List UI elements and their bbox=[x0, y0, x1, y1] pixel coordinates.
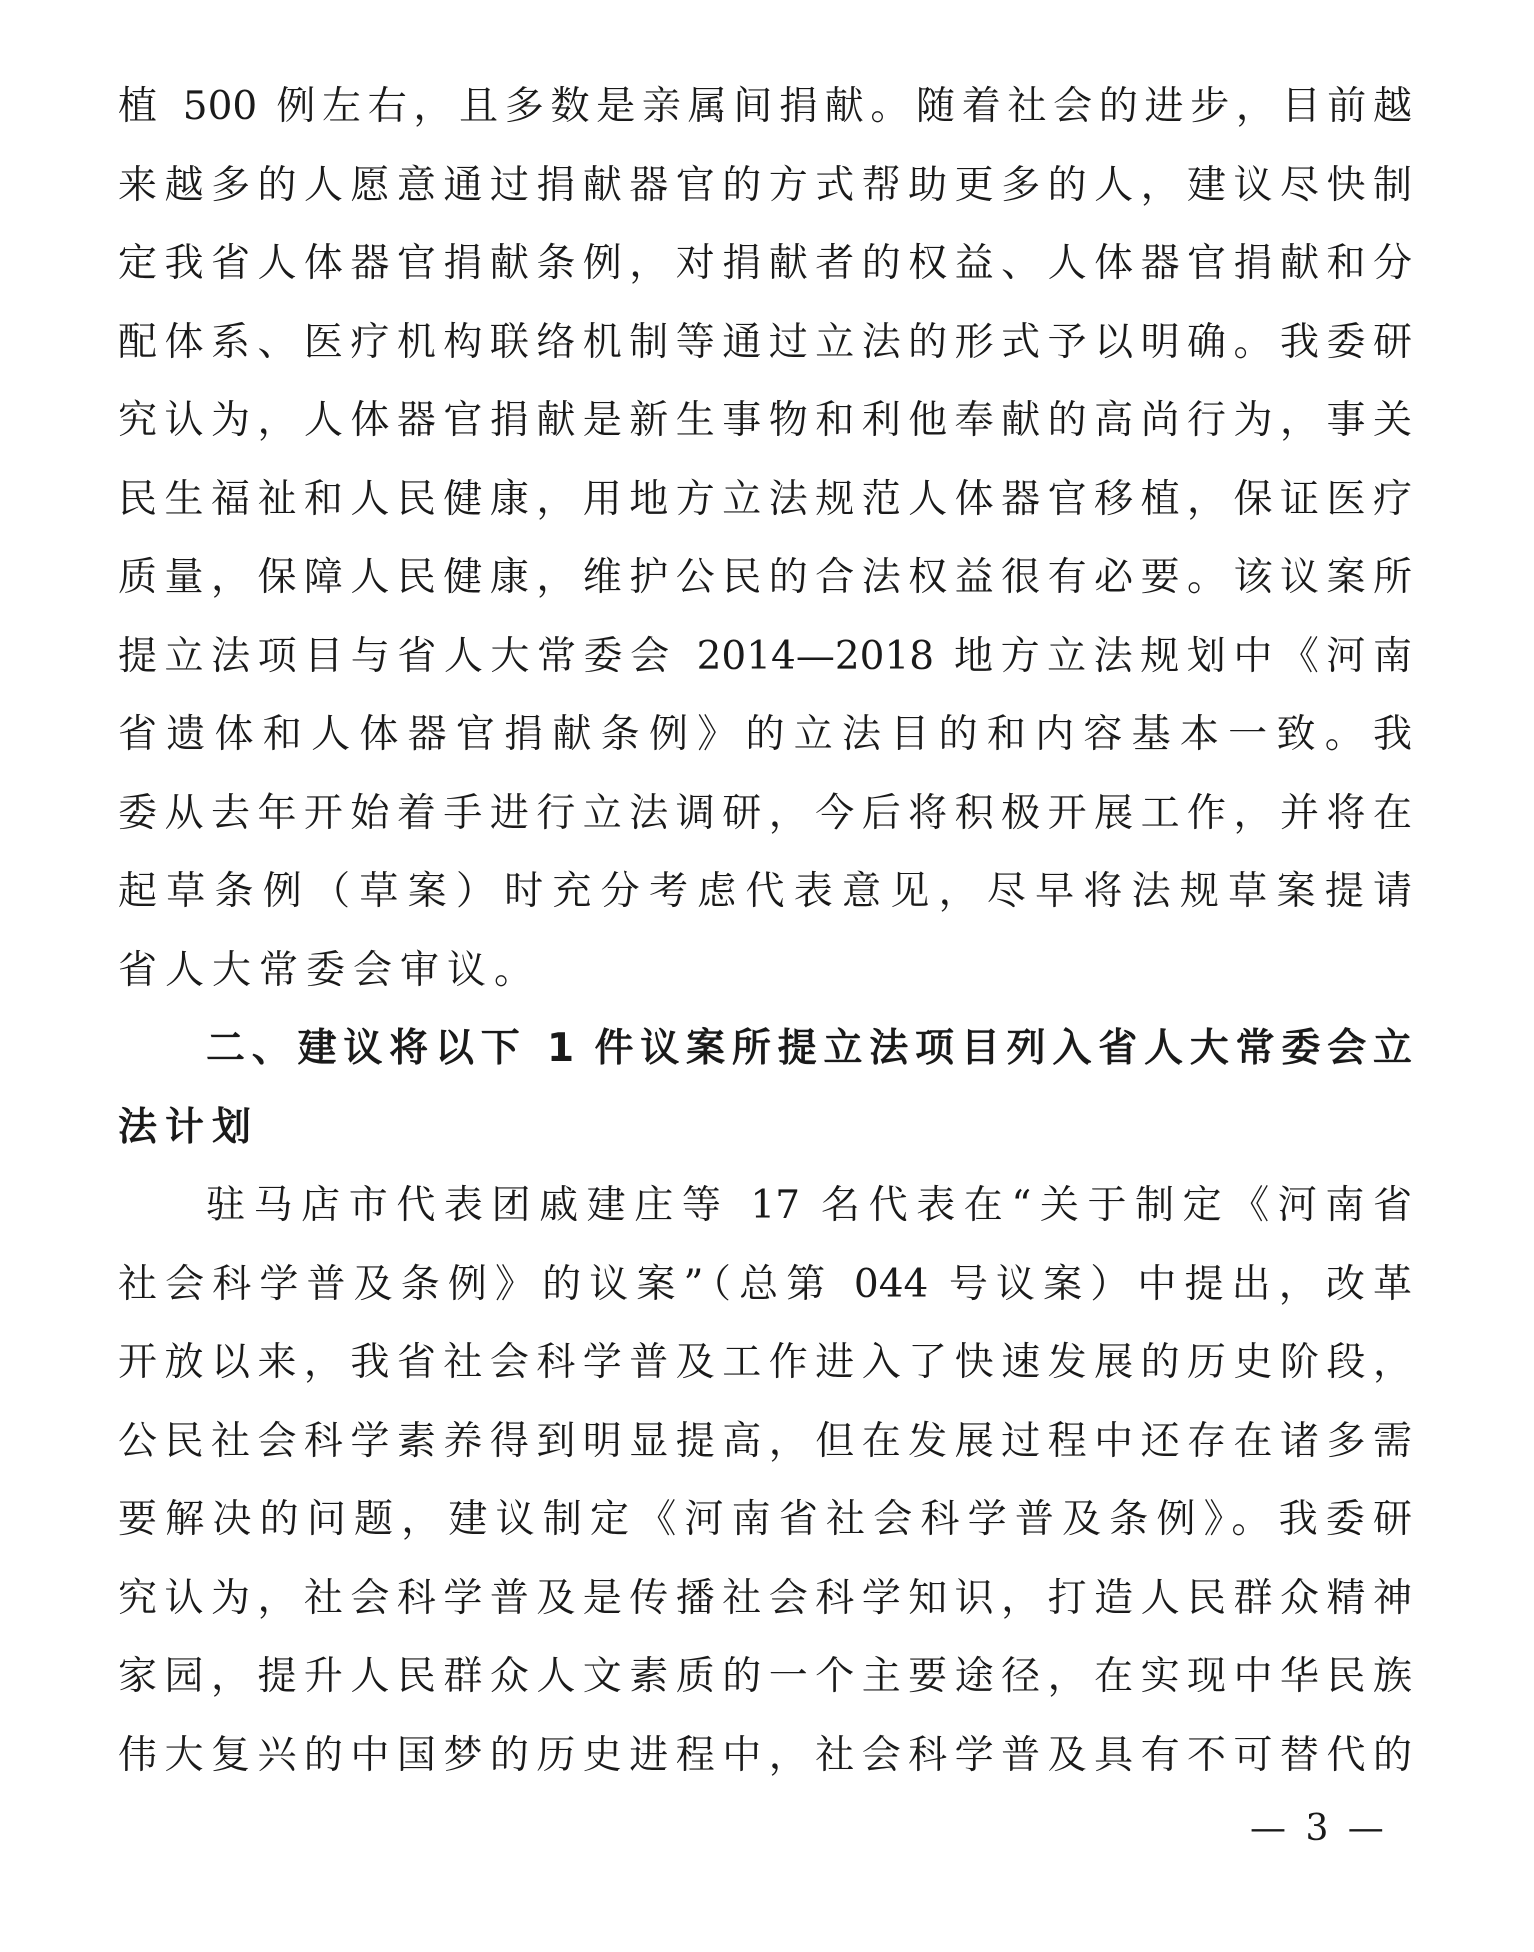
text-line: 驻马店市代表团戚建庄等 17 名代表在“关于制定《河南省 bbox=[206, 1183, 1412, 1228]
text-line: 伟大复兴的中国梦的历史进程中，社会科学普及具有不可替代的 bbox=[118, 1732, 1412, 1778]
document-page bbox=[118, 68, 1412, 1795]
text-line: 开放以来，我省社会科学普及工作进入了快速发展的历史阶段， bbox=[118, 1340, 1412, 1385]
paragraph-social-science bbox=[118, 1167, 1412, 1795]
text-line: 委从去年开始着手进行立法调研，今后将积极开展工作，并将在 bbox=[118, 790, 1412, 836]
paragraph-organ-donation bbox=[118, 68, 1412, 1010]
section-heading bbox=[118, 1010, 1412, 1167]
text-line: 公民社会科学素养得到明显提高，但在发展过程中还存在诸多需 bbox=[118, 1418, 1412, 1464]
text-line: 究认为，社会科学普及是传播社会科学知识，打造人民群众精神 bbox=[118, 1575, 1412, 1621]
text-line: 省人大常委会审议。 bbox=[118, 947, 542, 993]
text-line: 起草条例（草案）时充分考虑代表意见，尽早将法规草案提请 bbox=[118, 869, 1412, 914]
text-line: 配体系、医疗机构联络机制等通过立法的形式予以明确。我委研 bbox=[118, 319, 1412, 365]
text-line: 植 500 例左右，且多数是亲属间捐献。随着社会的进步，目前越 bbox=[118, 84, 1412, 129]
text-line: 提立法项目与省人大常委会 2014—2018 地方立法规划中《河南 bbox=[118, 633, 1412, 679]
page-number: — 3 — bbox=[1250, 1808, 1388, 1849]
heading-line: 法计划 bbox=[118, 1104, 260, 1150]
text-line: 质量，保障人民健康，维护公民的合法权益很有必要。该议案所 bbox=[118, 555, 1412, 600]
text-line: 家园，提升人民群众人文素质的一个主要途径，在实现中华民族 bbox=[118, 1654, 1412, 1699]
text-line: 来越多的人愿意通过捐献器官的方式帮助更多的人，建议尽快制 bbox=[118, 162, 1412, 208]
text-line: 民生福祉和人民健康，用地方立法规范人体器官移植，保证医疗 bbox=[118, 476, 1412, 522]
text-line: 究认为，人体器官捐献是新生事物和利他奉献的高尚行为，事关 bbox=[118, 398, 1412, 443]
text-line: 省遗体和人体器官捐献条例》的立法目的和内容基本一致。我 bbox=[118, 712, 1412, 757]
text-line: 社会科学普及条例》的议案”（总第 044 号议案）中提出，改革 bbox=[118, 1261, 1412, 1307]
heading-line: 二、建议将以下 1 件议案所提立法项目列入省人大常委会立 bbox=[206, 1026, 1412, 1071]
text-line: 要解决的问题，建议制定《河南省社会科学普及条例》。我委研 bbox=[118, 1497, 1412, 1542]
text-line: 定我省人体器官捐献条例，对捐献者的权益、人体器官捐献和分 bbox=[118, 241, 1412, 286]
